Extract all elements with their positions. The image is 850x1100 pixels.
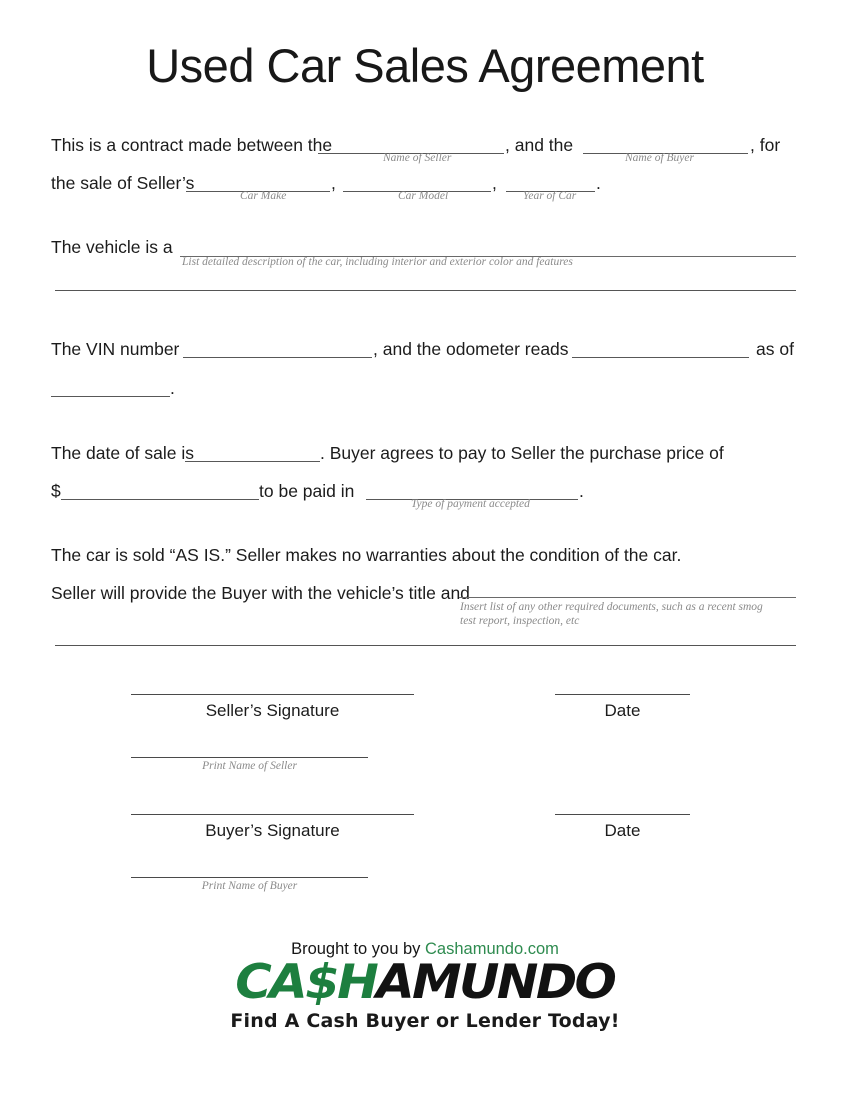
date-of-sale-blank[interactable] <box>185 461 320 462</box>
logo-cash-text: CA$H <box>235 955 377 1010</box>
contract-intro-text: This is a contract made between the <box>51 135 333 155</box>
buyer-signature-line[interactable] <box>131 814 414 815</box>
logo-tagline: Find A Cash Buyer or Lender Today! <box>230 1010 620 1032</box>
required-documents-blank[interactable] <box>459 597 796 598</box>
vehicle-description-caption: List detailed description of the car, including interior and exterior color and features <box>182 256 573 268</box>
buyer-name-caption: Name of Buyer <box>625 152 694 164</box>
odometer-date-blank[interactable] <box>51 396 170 397</box>
seller-name-caption: Name of Seller <box>383 152 452 164</box>
payment-type-caption: Type of payment accepted <box>411 498 530 510</box>
as-is-clause: The car is sold “AS IS.” Seller makes no warranties about the condition of the car. <box>51 545 682 565</box>
seller-signature-line[interactable] <box>131 694 414 695</box>
comma-after-model: , <box>492 173 497 193</box>
vin-number-label: The VIN number <box>51 339 180 359</box>
buyer-print-name-caption: Print Name of Buyer <box>201 880 298 892</box>
car-model-caption: Car Model <box>398 190 449 202</box>
buyer-date-line[interactable] <box>555 814 690 815</box>
contract-and-the-text: , and the <box>505 135 574 155</box>
seller-date-line[interactable] <box>555 694 690 695</box>
purchase-price-blank[interactable] <box>61 499 259 500</box>
seller-signature-label: Seller’s Signature <box>205 701 340 720</box>
period-after-year: . <box>596 173 601 193</box>
cashamundo-logo <box>0 955 850 1010</box>
odometer-blank[interactable] <box>572 357 749 358</box>
to-be-paid-in-text: to be paid in <box>259 481 355 501</box>
contract-for-text: , for <box>750 135 781 155</box>
required-documents-blank-2[interactable] <box>55 645 796 646</box>
odometer-label: , and the odometer reads <box>373 339 569 359</box>
cashamundo-link[interactable]: Cashamundo.com <box>425 940 559 958</box>
seller-print-name-caption: Print Name of Seller <box>202 760 297 772</box>
comma-after-make: , <box>331 173 336 193</box>
period-after-odometer-date: . <box>170 378 175 398</box>
date-of-sale-label: The date of sale is <box>51 443 194 463</box>
buyer-signature-label: Buyer’s Signature <box>205 821 340 840</box>
page-title: Used Car Sales Agreement <box>146 39 704 92</box>
vin-as-of-text: as of <box>756 339 794 359</box>
seller-print-name-line[interactable] <box>131 757 368 758</box>
title-documents-text: Seller will provide the Buyer with the vehicle’s title and <box>51 583 470 603</box>
vehicle-description-label: The vehicle is a <box>51 237 173 257</box>
footer-credit-prefix: Brought to you by <box>291 940 425 958</box>
year-of-car-caption: Year of Car <box>523 190 577 202</box>
vehicle-description-blank-2[interactable] <box>55 290 796 291</box>
logo-amundo-text: AMUNDO <box>376 955 615 1010</box>
logo-wordmark <box>235 955 615 1010</box>
dollar-sign: $ <box>51 481 61 501</box>
sale-of-sellers-text: the sale of Seller’s <box>51 173 195 193</box>
purchase-price-text: . Buyer agrees to pay to Seller the purchase price of <box>320 443 724 463</box>
required-documents-caption: Insert list of any other required documents, such as a recent smog test report, inspection, etc <box>460 601 763 628</box>
period-after-payment: . <box>579 481 584 501</box>
seller-date-label: Date <box>604 701 641 720</box>
vin-number-blank[interactable] <box>183 357 372 358</box>
car-make-caption: Car Make <box>240 190 287 202</box>
buyer-print-name-line[interactable] <box>131 877 368 878</box>
buyer-date-label: Date <box>604 821 641 840</box>
